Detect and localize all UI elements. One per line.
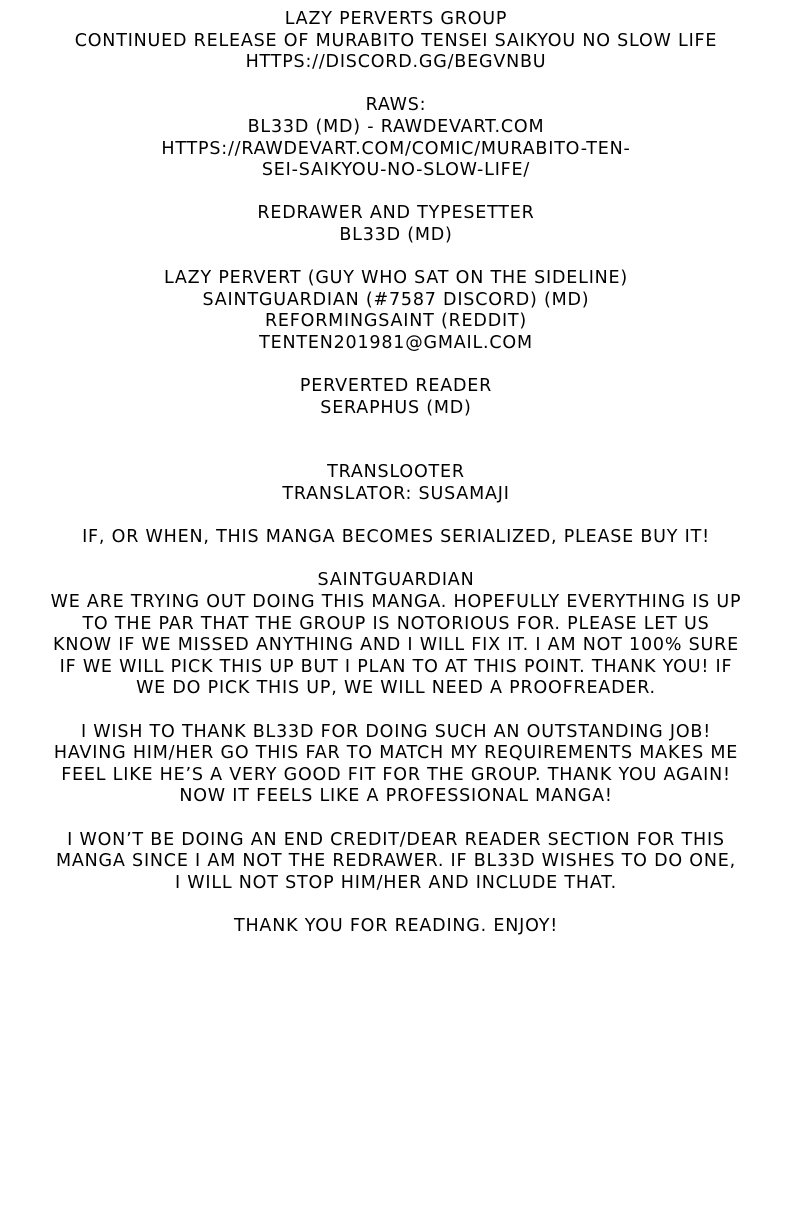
spacer <box>6 74 786 96</box>
spacer <box>6 700 786 722</box>
perverted-reader-name: SERAPHUS (MD) <box>320 397 472 418</box>
serialization-notice: IF, OR WHEN, THIS MANGA BECOMES SERIALIZED, PLEASE BUY IT! <box>82 527 710 548</box>
translooter-heading: TRANSLOOTER <box>327 462 465 483</box>
spacer <box>6 182 786 204</box>
message-p2-line: FEEL LIKE HE’S A VERY GOOD FIT FOR THE GROUP. THANK YOU AGAIN! <box>61 764 731 785</box>
message-p2-line: HAVING HIM/HER GO THIS FAR TO MATCH MY REQUIREMENTS MAKES ME <box>53 743 739 764</box>
raws-heading: RAWS: <box>365 95 427 116</box>
spacer <box>6 549 786 571</box>
message-p1-line: WE DO PICK THIS UP, WE WILL NEED A PROOFREADER. <box>136 678 656 699</box>
message-p2-line: I WISH TO THANK BL33D FOR DOING SUCH AN OUTSTANDING JOB! <box>80 721 712 742</box>
lazy-pervert-heading: LAZY PERVERT (GUY WHO SAT ON THE SIDELINE) <box>163 268 629 289</box>
discord-link[interactable]: HTTPS://DISCORD.GG/BEGVNBU <box>245 52 547 73</box>
spacer <box>6 355 786 377</box>
translator-credit: TRANSLATOR: SUSAMAJI <box>282 484 510 505</box>
redrawer-name: BL33D (MD) <box>339 224 453 245</box>
message-p1-line: TO THE PAR THAT THE GROUP IS NOTORIOUS FOR. PLEASE LET US <box>82 613 710 634</box>
perverted-reader-heading: PERVERTED READER <box>299 376 493 397</box>
credits-text-block <box>6 9 786 938</box>
spacer <box>6 808 786 830</box>
spacer <box>6 894 786 916</box>
redrawer-heading: REDRAWER AND TYPESETTER <box>257 203 535 224</box>
message-p3-line: I WILL NOT STOP HIM/HER AND INCLUDE THAT. <box>174 872 618 893</box>
spacer <box>6 247 786 269</box>
raws-credit: BL33D (MD) - RAWDEVART.COM <box>247 116 545 137</box>
message-p3-line: I WON’T BE DOING AN END CREDIT/DEAR READER SECTION FOR THIS <box>67 829 725 850</box>
spacer <box>6 441 786 463</box>
raws-url-line-2[interactable]: SEI-SAIKYOU-NO-SLOW-LIFE/ <box>261 160 531 181</box>
spacer <box>6 506 786 528</box>
lazy-pervert-discord: SAINTGUARDIAN (#7587 DISCORD) (MD) <box>202 289 590 310</box>
release-note: CONTINUED RELEASE OF MURABITO TENSEI SAIKYOU NO SLOW LIFE <box>74 30 718 51</box>
lazy-pervert-email[interactable]: TENTEN201981@GMAIL.COM <box>259 332 533 353</box>
message-p1-line: IF WE WILL PICK THIS UP BUT I PLAN TO AT THIS POINT. THANK YOU! IF <box>59 656 733 677</box>
lazy-pervert-reddit: REFORMINGSAINT (REDDIT) <box>264 311 528 332</box>
message-p2-line: NOW IT FEELS LIKE A PROFESSIONAL MANGA! <box>179 786 613 807</box>
message-p1-line: WE ARE TRYING OUT DOING THIS MANGA. HOPEFULLY EVERYTHING IS UP <box>50 592 742 613</box>
message-p3-line: MANGA SINCE I AM NOT THE REDRAWER. IF BL33D WISHES TO DO ONE, <box>55 851 736 872</box>
message-author: SAINTGUARDIAN <box>317 570 475 591</box>
spacer <box>6 419 786 441</box>
closing-line: THANK YOU FOR READING. ENJOY! <box>233 915 559 936</box>
group-name: LAZY PERVERTS GROUP <box>284 9 508 29</box>
message-p1-line: KNOW IF WE MISSED ANYTHING AND I WILL FIX IT. I AM NOT 100% SURE <box>53 635 739 656</box>
raws-url-line-1[interactable]: HTTPS://RAWDEVART.COM/COMIC/MURABITO-TEN- <box>161 138 631 159</box>
